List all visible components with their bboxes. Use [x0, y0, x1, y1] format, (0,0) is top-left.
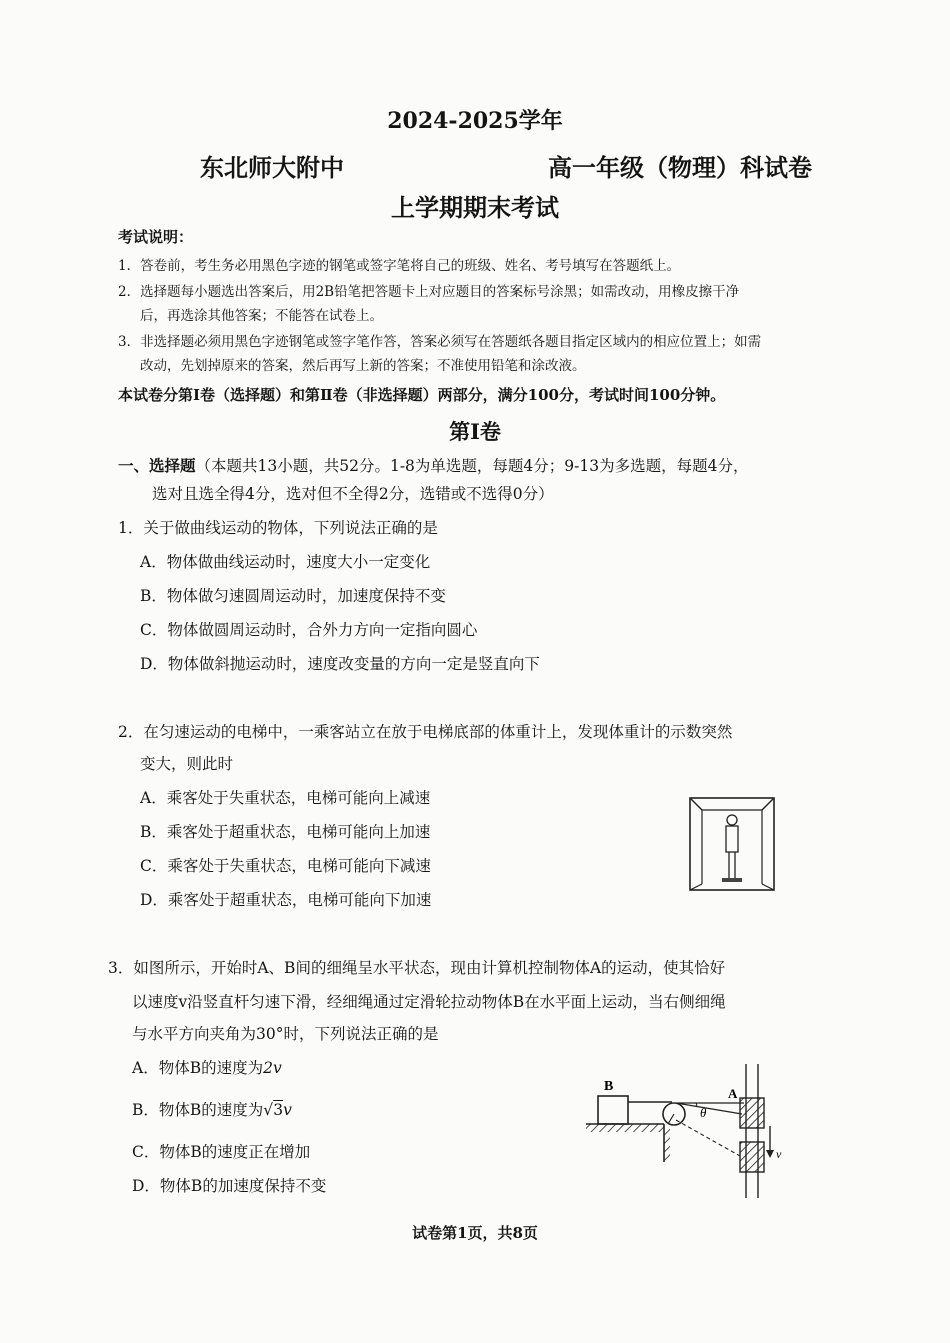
object-a-label: A: [728, 1086, 738, 1101]
question-1-option-a: A．物体做曲线运动时，速度大小一定变化: [140, 553, 431, 571]
school-name: 东北师大附中: [200, 153, 344, 182]
angle-theta-label: θ: [700, 1105, 707, 1120]
section-label: 一、选择题: [118, 456, 196, 475]
exam-name: 高一年级（物理）科试卷: [548, 153, 812, 182]
section-heading: [118, 454, 748, 476]
velocity-symbol: v: [283, 1101, 292, 1119]
question-2-option-d: D．乘客处于超重状态，电梯可能向下加速: [140, 891, 432, 909]
question-2-stem-line2: 变大，则此时: [140, 755, 234, 773]
question-2-option-b: B．乘客处于超重状态，电梯可能向上加速: [140, 823, 431, 841]
pulley-figure: [584, 1062, 800, 1200]
section-description-line1: （本题共13小题，共52分。1-8为单选题，每题4分；9-13为多选题，每题4分，: [195, 457, 749, 475]
section-description-line2: 选对且选全得4分，选对但不全得2分，选错或不选得0分）: [152, 485, 554, 503]
question-3-option-a: [132, 1056, 282, 1078]
elevator-figure: [688, 794, 778, 894]
question-3-option-a-value: 2v: [263, 1059, 282, 1077]
volume-title: 第Ⅰ卷: [449, 419, 501, 444]
question-2-option-c: C．乘客处于失重状态，电梯可能向下减速: [140, 857, 431, 875]
sqrt-symbol: √: [263, 1101, 274, 1119]
page-footer: 试卷第1页，共8页: [412, 1224, 538, 1242]
question-3-stem-line2: 以速度v沿竖直杆匀速下滑，经细绳通过定滑轮拉动物体B在水平面上运动，当右侧细绳: [132, 993, 726, 1011]
question-3-option-d: D．物体B的加速度保持不变: [132, 1177, 327, 1195]
instruction-2-line1: 2．选择题每小题选出答案后，用2B铅笔把答题卡上对应题目的答案标号涂黑；如需改动，用橡皮擦干净: [118, 284, 740, 300]
question-3-option-a-prefix: A．物体B的速度为: [132, 1059, 264, 1077]
question-3-option-b-prefix: B．物体B的速度为: [132, 1101, 264, 1119]
instruction-3-line1: 3．非选择题必须用黑色字迹钢笔或签字笔作答，答案必须写在答题纸各题目指定区域内的相应位置上；如需: [118, 334, 762, 350]
instruction-1: 1．答卷前，考生务必用黑色字迹的钢笔或签字笔将自己的班级、姓名、考号填写在答题纸上。: [118, 258, 681, 274]
question-1-option-b: B．物体做匀速圆周运动时，加速度保持不变: [140, 587, 446, 605]
question-3-stem-line1: 3．如图所示，开始时A、B间的细绳呈水平状态，现由计算机控制物体A的运动，使其恰好: [108, 959, 726, 977]
instructions-heading: 考试说明：: [118, 228, 194, 246]
exam-term: 上学期期末考试: [391, 193, 559, 222]
question-3-stem-line3: 与水平方向夹角为30°时，下列说法正确的是: [132, 1025, 439, 1043]
block-b-label: B: [604, 1079, 614, 1094]
sqrt-radicand: 3: [273, 1101, 284, 1119]
question-3-option-c: C．物体B的速度正在增加: [132, 1143, 311, 1161]
exam-summary: 本试卷分第Ⅰ卷（选择题）和第Ⅱ卷（非选择题）两部分，满分100分，考试时间100分钟。: [118, 386, 726, 404]
question-1-stem: 1．关于做曲线运动的物体，下列说法正确的是: [118, 519, 438, 537]
instruction-3-line2: 改动，先划掉原来的答案，然后再写上新的答案；不准使用铅笔和涂改液。: [140, 358, 586, 374]
instruction-2-line2: 后，再选涂其他答案；不能答在试卷上。: [140, 308, 383, 324]
question-3-option-b: [132, 1098, 292, 1120]
question-1-option-c: C．物体做圆周运动时，合外力方向一定指向圆心: [140, 621, 478, 639]
school-year: 2024-2025学年: [387, 108, 563, 134]
question-2-option-a: A．乘客处于失重状态，电梯可能向上减速: [140, 789, 431, 807]
question-2-stem-line1: 2．在匀速运动的电梯中，一乘客站立在放于电梯底部的体重计上，发现体重计的示数突然: [118, 723, 733, 741]
question-1-option-d: D．物体做斜抛运动时，速度改变量的方向一定是竖直向下: [140, 655, 540, 673]
velocity-arrow-label: v: [776, 1147, 782, 1161]
